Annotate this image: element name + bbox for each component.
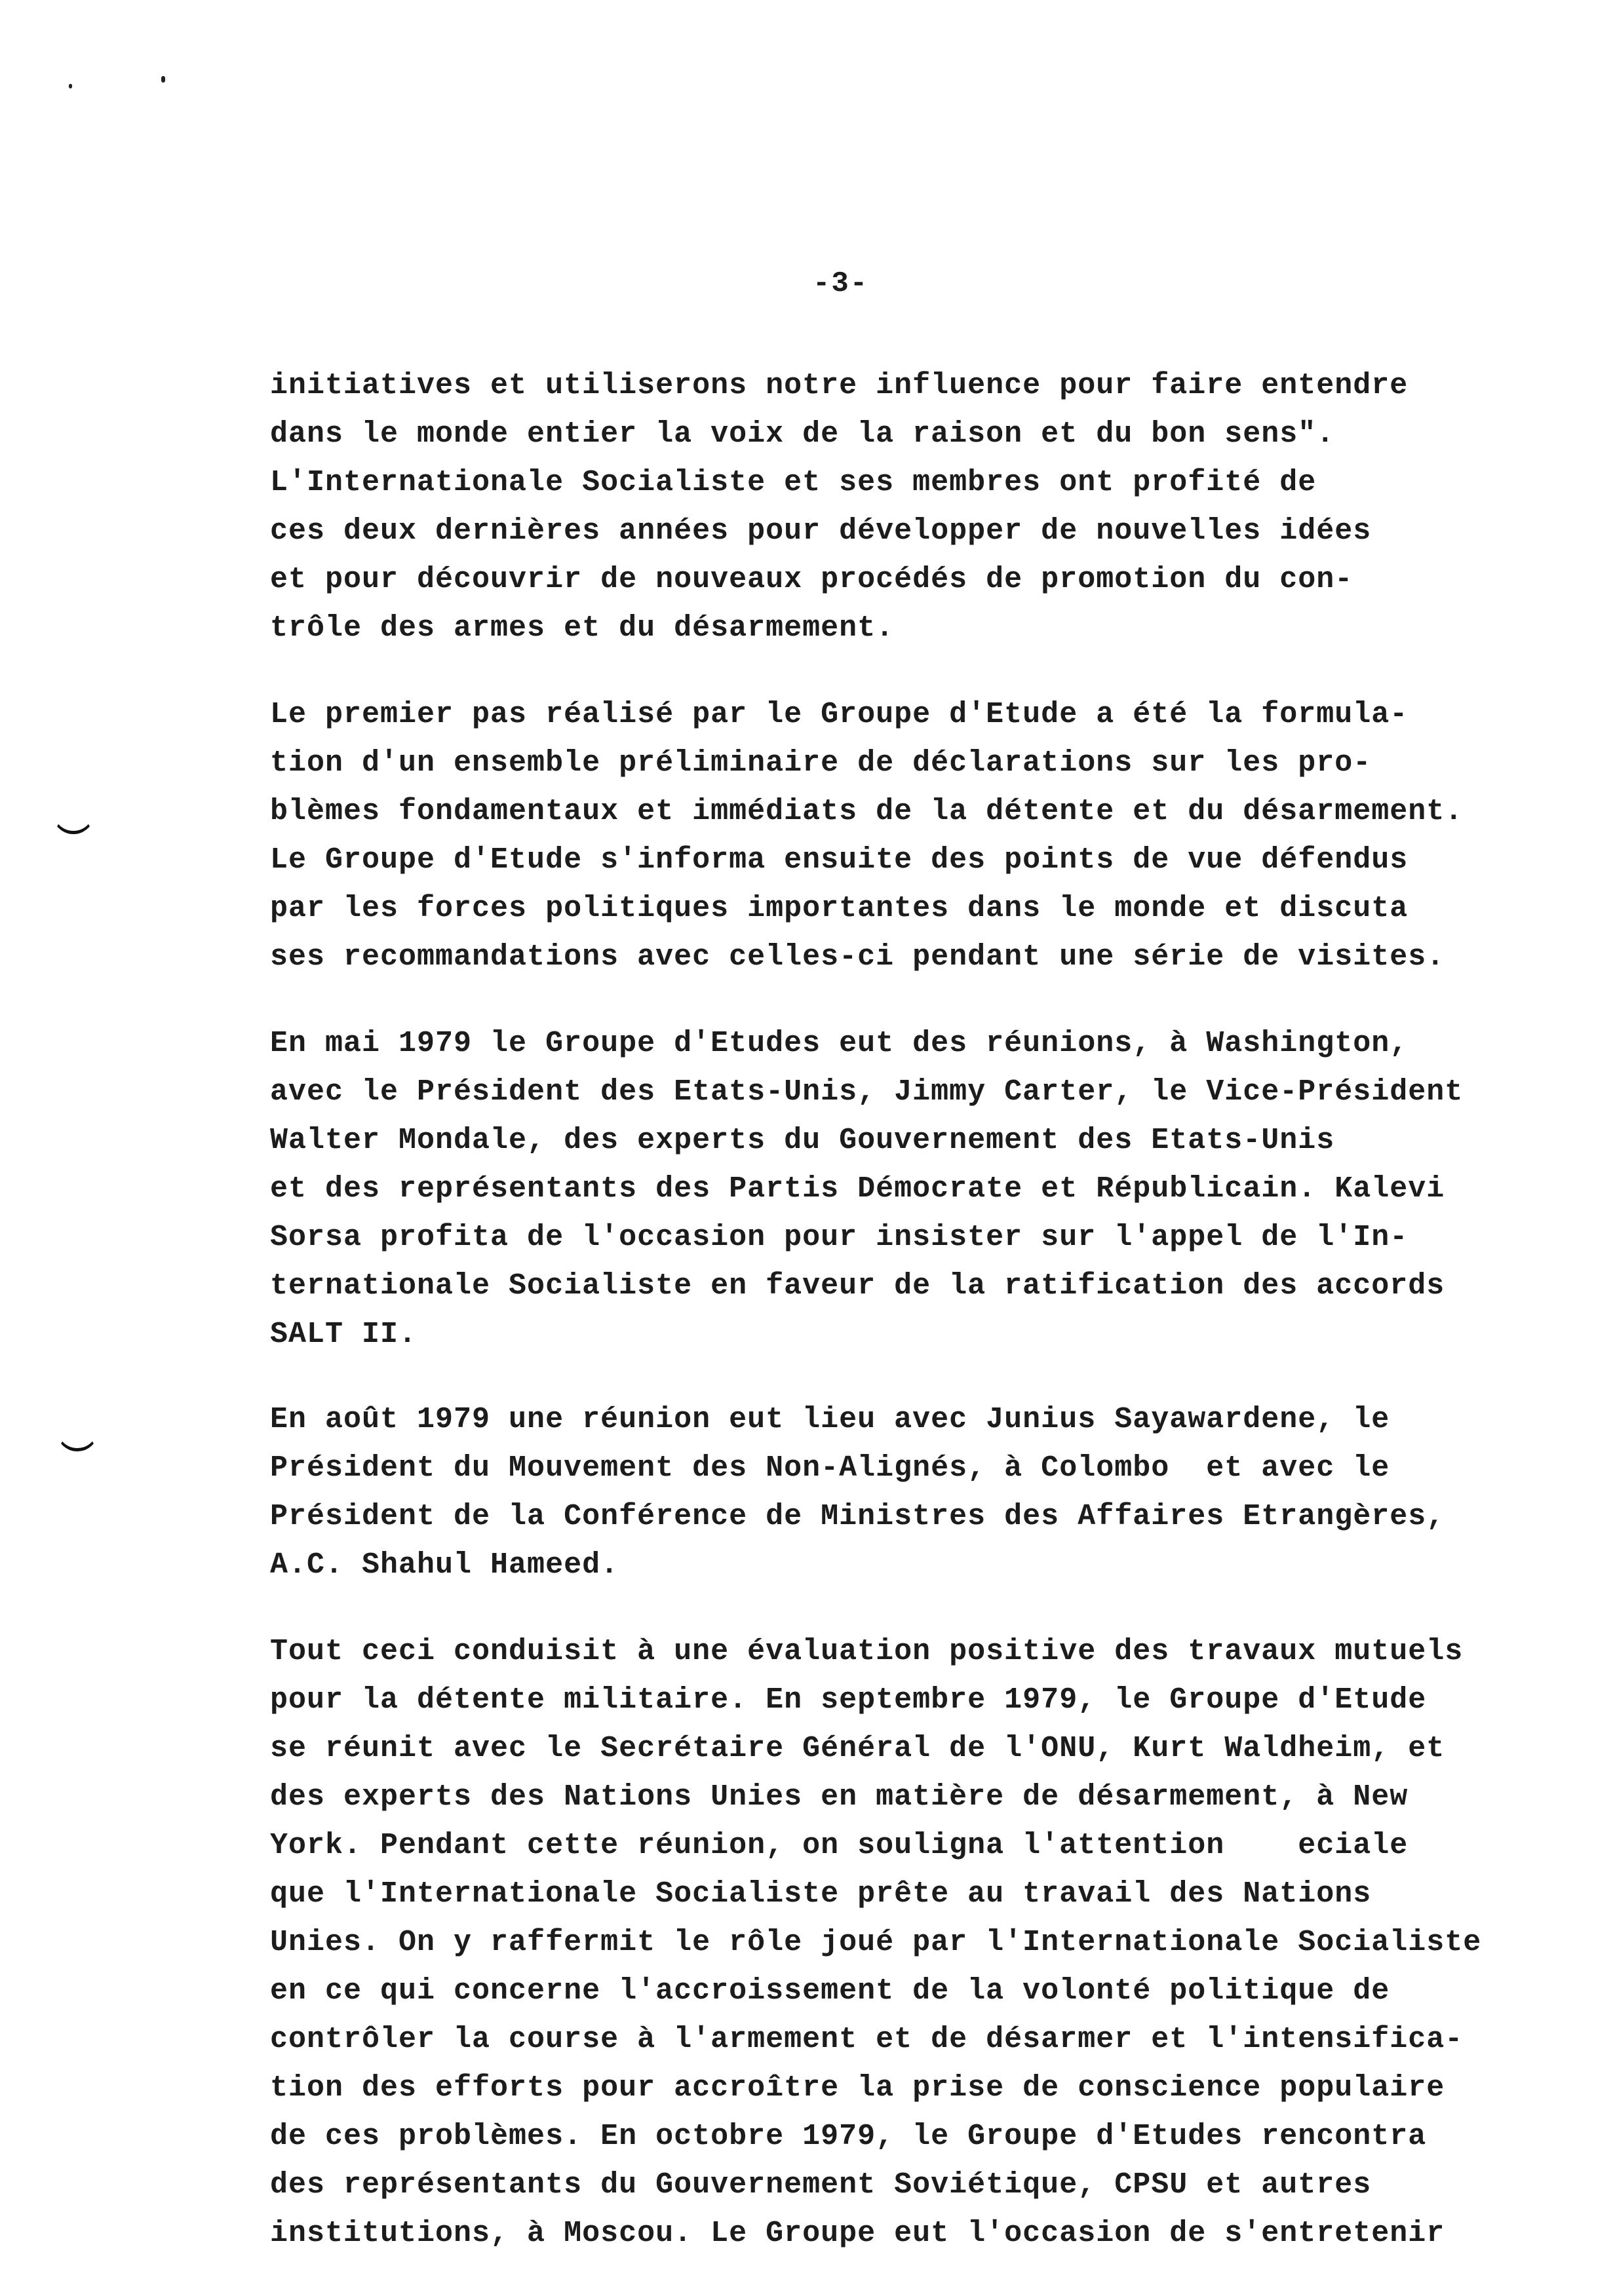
text-line: Président du Mouvement des Non-Alignés, à Colombo et avec le bbox=[270, 1451, 1390, 1485]
binding-hole-mark-upper bbox=[52, 811, 94, 834]
text-line: se réunit avec le Secrétaire Général de l'ONU, Kurt Waldheim, et bbox=[270, 1732, 1445, 1765]
paragraph-1 bbox=[270, 362, 1408, 653]
text-line: Sorsa profita de l'occasion pour insister sur l'appel de l'In- bbox=[270, 1221, 1409, 1254]
text-line: et pour découvrir de nouveaux procédés de promotion du con- bbox=[270, 563, 1353, 596]
text-line: Le premier pas réalisé par le Groupe d'Etude a été la formula- bbox=[270, 698, 1409, 731]
paragraph-2 bbox=[270, 691, 1463, 982]
punch-mark-left bbox=[69, 84, 72, 88]
text-line: En août 1979 une réunion eut lieu avec Junius Sayawardene, le bbox=[270, 1403, 1390, 1436]
paragraph-5 bbox=[270, 1628, 1481, 2258]
text-line: dans le monde entier la voix de la raison et du bon sens". bbox=[270, 417, 1335, 451]
text-line: SALT II. bbox=[270, 1318, 418, 1351]
text-line: Unies. On y raffermit le rôle joué par l'Internationale Socialiste bbox=[270, 1926, 1482, 1959]
text-line: ternationale Socialiste en faveur de la ratification des accords bbox=[270, 1269, 1445, 1303]
text-line: L'Internationale Socialiste et ses membres ont profité de bbox=[270, 466, 1317, 499]
text-line: Walter Mondale, des experts du Gouvernement des Etats-Unis bbox=[270, 1124, 1335, 1157]
text-line: tion d'un ensemble préliminaire de déclarations sur les pro- bbox=[270, 746, 1372, 780]
text-line: de ces problèmes. En octobre 1979, le Groupe d'Etudes rencontra bbox=[270, 2120, 1427, 2153]
punch-mark-right bbox=[161, 76, 165, 83]
text-line: ses recommandations avec celles-ci pendant une série de visites. bbox=[270, 940, 1445, 974]
text-line: blèmes fondamentaux et immédiats de la détente et du désarmement. bbox=[270, 795, 1464, 828]
page-number: -3- bbox=[813, 267, 869, 300]
paragraph-3 bbox=[270, 1020, 1463, 1359]
text-line: des experts des Nations Unies en matière de désarmement, à New bbox=[270, 1780, 1409, 1814]
text-line: trôle des armes et du désarmement. bbox=[270, 611, 895, 645]
paragraph-4 bbox=[270, 1396, 1445, 1590]
text-line: Le Groupe d'Etude s'informa ensuite des points de vue défendus bbox=[270, 843, 1409, 877]
text-line: A.C. Shahul Hameed. bbox=[270, 1548, 619, 1582]
text-line: institutions, à Moscou. Le Groupe eut l'occasion de s'entretenir bbox=[270, 2217, 1445, 2250]
text-line: contrôler la course à l'armement et de désarmer et l'intensifica- bbox=[270, 2023, 1464, 2056]
binding-hole-mark-lower bbox=[56, 1428, 98, 1451]
text-line: en ce qui concerne l'accroissement de la volonté politique de bbox=[270, 1974, 1390, 2008]
text-line: Président de la Conférence de Ministres des Affaires Etrangères, bbox=[270, 1500, 1445, 1533]
text-line: initiatives et utiliserons notre influence pour faire entendre bbox=[270, 369, 1409, 402]
text-line: tion des efforts pour accroître la prise de conscience populaire bbox=[270, 2071, 1445, 2105]
text-line: avec le Président des Etats-Unis, Jimmy Carter, le Vice-Président bbox=[270, 1075, 1464, 1109]
text-line: que l'Internationale Socialiste prête au travail des Nations bbox=[270, 1877, 1372, 1911]
text-line: des représentants du Gouvernement Soviétique, CPSU et autres bbox=[270, 2168, 1372, 2202]
text-line: et des représentants des Partis Démocrate et Républicain. Kalevi bbox=[270, 1172, 1445, 1206]
text-line: En mai 1979 le Groupe d'Etudes eut des réunions, à Washington, bbox=[270, 1027, 1409, 1060]
text-line: Tout ceci conduisit à une évaluation positive des travaux mutuels bbox=[270, 1635, 1464, 1668]
text-line: par les forces politiques importantes dans le monde et discuta bbox=[270, 892, 1409, 925]
text-line: York. Pendant cette réunion, on souligna l'attention eciale bbox=[270, 1829, 1409, 1862]
text-line: ces deux dernières années pour développer de nouvelles idées bbox=[270, 514, 1372, 548]
text-line: pour la détente militaire. En septembre 1979, le Groupe d'Etude bbox=[270, 1683, 1427, 1717]
